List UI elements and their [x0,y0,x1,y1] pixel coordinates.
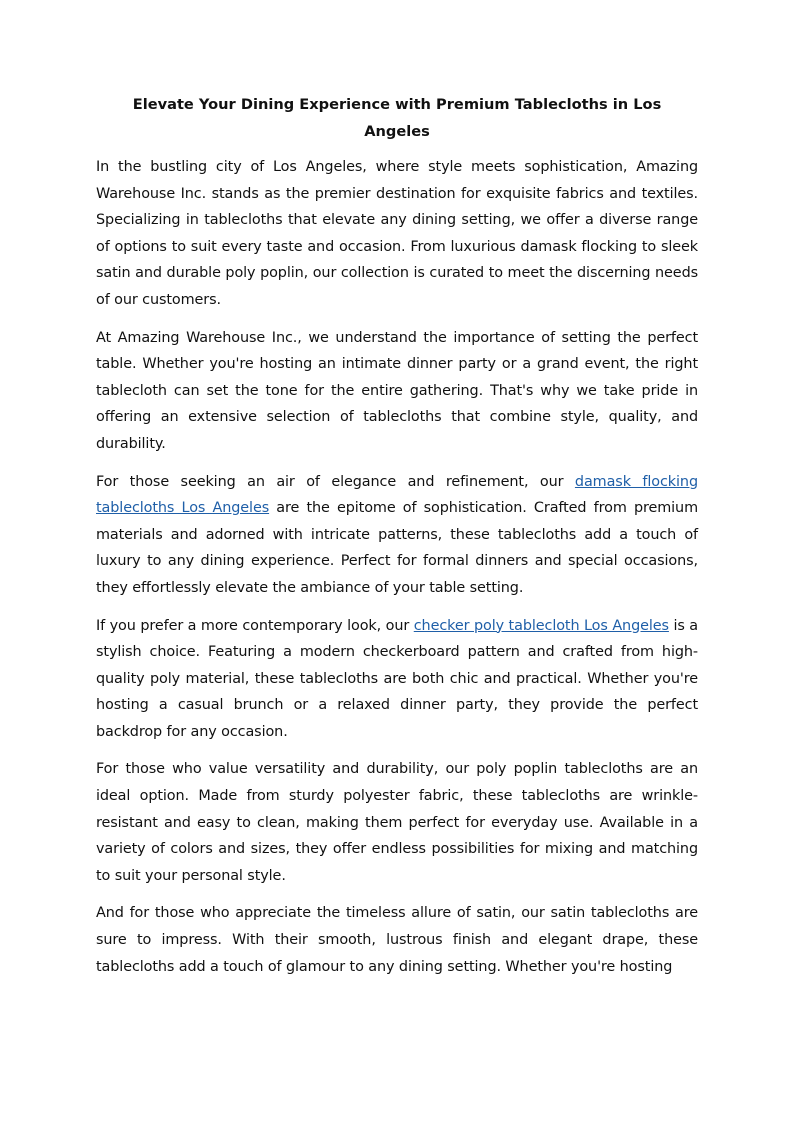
paragraph-text: If you prefer a more contemporary look, our [96,617,414,634]
paragraph-satin: And for those who appreciate the timeless allure of satin, our satin tablecloths are sure to impress. With their smooth, lustrous finish and elegant drape, these tablecloths add a touch of glamour to any dining setting. Whether you're hosting [96,905,698,975]
paragraph-text: For those seeking an air of elegance and refinement, our [96,473,575,490]
paragraph-intro: In the bustling city of Los Angeles, where style meets sophistication, Amazing Warehouse Inc. stands as the premier destination for exquisite fabrics and textiles. Specializing in tablecloths that elevate any dining setting, we offer a diverse range of options to suit every taste and occasion. From luxurious damask flocking to sleek satin and durable poly poplin, our collection is curated to meet the discerning needs of our customers. [96,159,698,308]
paragraph-poly-poplin: For those who value versatility and durability, our poly poplin tablecloths are an ideal option. Made from sturdy polyester fabric, these tablecloths are wrinkle-resistant and easy to clean, making them perfect for everyday use. Available in a variety of colors and sizes, they offer endless possibilities for mixing and matching to suit your personal style. [96,761,698,884]
paragraph-text: is a stylish choice. Featuring a modern checkerboard pattern and crafted from high-quality poly material, these tablecloths are both chic and practical. Whether you're hosting a casual brunch or a relaxed dinner party, they provide the perfect backdrop for any occasion. [96,617,699,740]
document-page [96,92,698,991]
paragraph-about: At Amazing Warehouse Inc., we understand the importance of setting the perfect table. Whether you're hosting an intimate dinner party or a grand event, the right tablecloth can set the tone for the entire gathering. That's why we take pride in offering an extensive selection of tablecloths that combine style, quality, and durability. [96,329,698,452]
checker-poly-link[interactable]: checker poly tablecloth Los Angeles [413,617,669,634]
paragraph-damask [96,469,698,602]
paragraph-checker [96,613,698,746]
paragraph-text: are the epitome of sophistication. Crafted from premium materials and adorned with intricate patterns, these tablecloths add a touch of luxury to any dining experience. Perfect for formal dinners and special occasions, they effortlessly elevate the ambiance of your table setting. [96,500,698,596]
document-title: Elevate Your Dining Experience with Premium Tablecloths in Los Angeles [132,96,662,140]
damask-flocking-link[interactable]: damask flocking tablecloths Los Angeles [96,473,698,517]
